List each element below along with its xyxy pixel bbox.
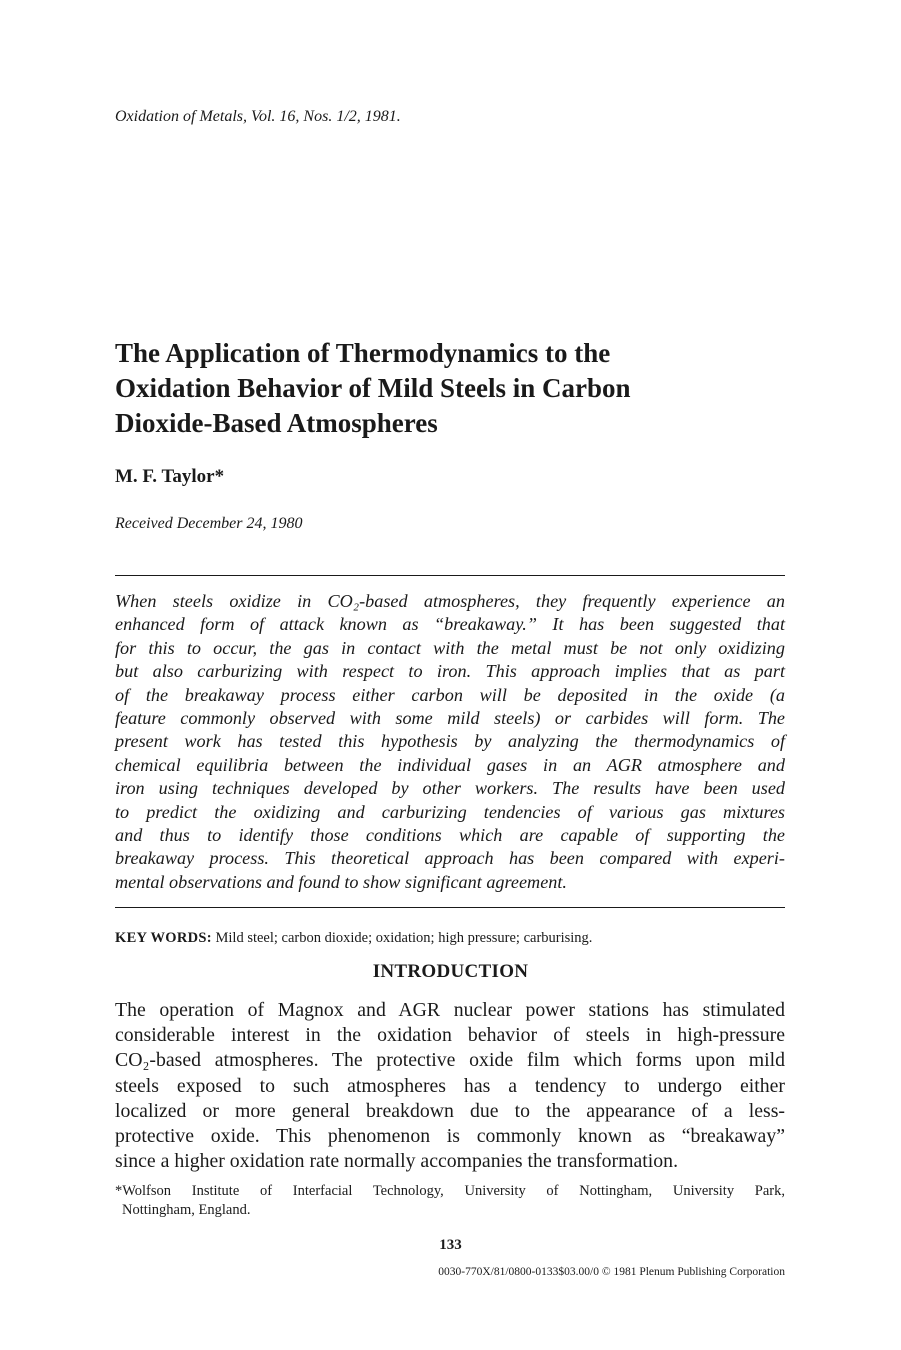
page-number: 133 <box>439 1237 462 1253</box>
abstract-line: iron using techniques developed by other workers. The results have been used <box>115 778 785 799</box>
keywords-text: Mild steel; carbon dioxide; oxidation; high pressure; carburising. <box>215 930 593 946</box>
keywords-label: KEY WORDS: <box>115 930 212 946</box>
body-line: steels exposed to such atmospheres has a tendency to undergo either <box>115 1074 785 1097</box>
section-heading-introduction: INTRODUCTION <box>372 961 529 982</box>
copyright-notice: 0030-770X/81/0800-0133$03.00/0 © 1981 Plenum Publishing Corporation <box>438 1266 785 1278</box>
author-affiliation-footnote <box>115 1182 785 1220</box>
title-line: The Application of Thermodynamics to the <box>115 338 611 368</box>
body-line: considerable interest in the oxidation behavior of steels in high-pressure <box>115 1024 785 1047</box>
abstract-line: mental observations and found to show significant agreement. <box>115 871 567 892</box>
footnote-line: *Wolfson Institute of Interfacial Technology, University of Nottingham, University Park, <box>115 1183 785 1199</box>
body-line: protective oxide. This phenomenon is commonly known as “breakaway” <box>115 1125 785 1148</box>
author-name: M. F. Taylor* <box>115 466 225 487</box>
abstract-line: to predict the oxidizing and carburizing tendencies of various gas mixtures <box>115 801 785 822</box>
abstract-line: for this to occur, the gas in contact with the metal must be not only oxidizing <box>115 637 785 658</box>
abstract-line: chemical equilibria between the individual gases in an AGR atmosphere and <box>115 754 785 775</box>
abstract <box>115 590 785 894</box>
abstract-line: breakaway process. This theoretical approach has been compared with experi- <box>115 848 785 869</box>
title-line: Oxidation Behavior of Mild Steels in Carbon <box>115 373 631 403</box>
abstract-line: but also carburizing with respect to iron. This approach implies that as part <box>115 661 785 682</box>
introduction-paragraph <box>115 998 785 1174</box>
abstract-line: and thus to identify those conditions which are capable of supporting the <box>115 825 785 846</box>
abstract-line: feature commonly observed with some mild steels) or carbides will form. The <box>115 708 785 729</box>
keywords <box>115 930 592 947</box>
body-line: CO₂-based atmospheres. The protective oxide film which forms upon mild <box>115 1049 785 1072</box>
abstract-line: of the breakaway process either carbon will be deposited in the oxide (a <box>115 684 785 705</box>
article-title <box>115 336 795 441</box>
abstract-line: present work has tested this hypothesis by analyzing the thermodynamics of <box>115 731 785 752</box>
abstract-line: enhanced form of attack known as “breakaway.” It has been suggested that <box>115 614 785 635</box>
abstract-top-rule <box>115 575 785 576</box>
abstract-bottom-rule <box>115 907 785 908</box>
received-date: Received December 24, 1980 <box>115 515 303 532</box>
abstract-line: When steels oxidize in CO₂-based atmospheres, they frequently experience an <box>115 591 785 611</box>
journal-citation: Oxidation of Metals, Vol. 16, Nos. 1/2, 1981. <box>115 108 401 125</box>
body-line: since a higher oxidation rate normally accompanies the transformation. <box>115 1150 679 1173</box>
body-line: localized or more general breakdown due to the appearance of a less- <box>115 1099 785 1122</box>
footnote-line: Nottingham, England. <box>122 1202 251 1218</box>
title-line: Dioxide-Based Atmospheres <box>115 408 438 438</box>
body-line: The operation of Magnox and AGR nuclear power stations has stimulated <box>115 999 785 1021</box>
